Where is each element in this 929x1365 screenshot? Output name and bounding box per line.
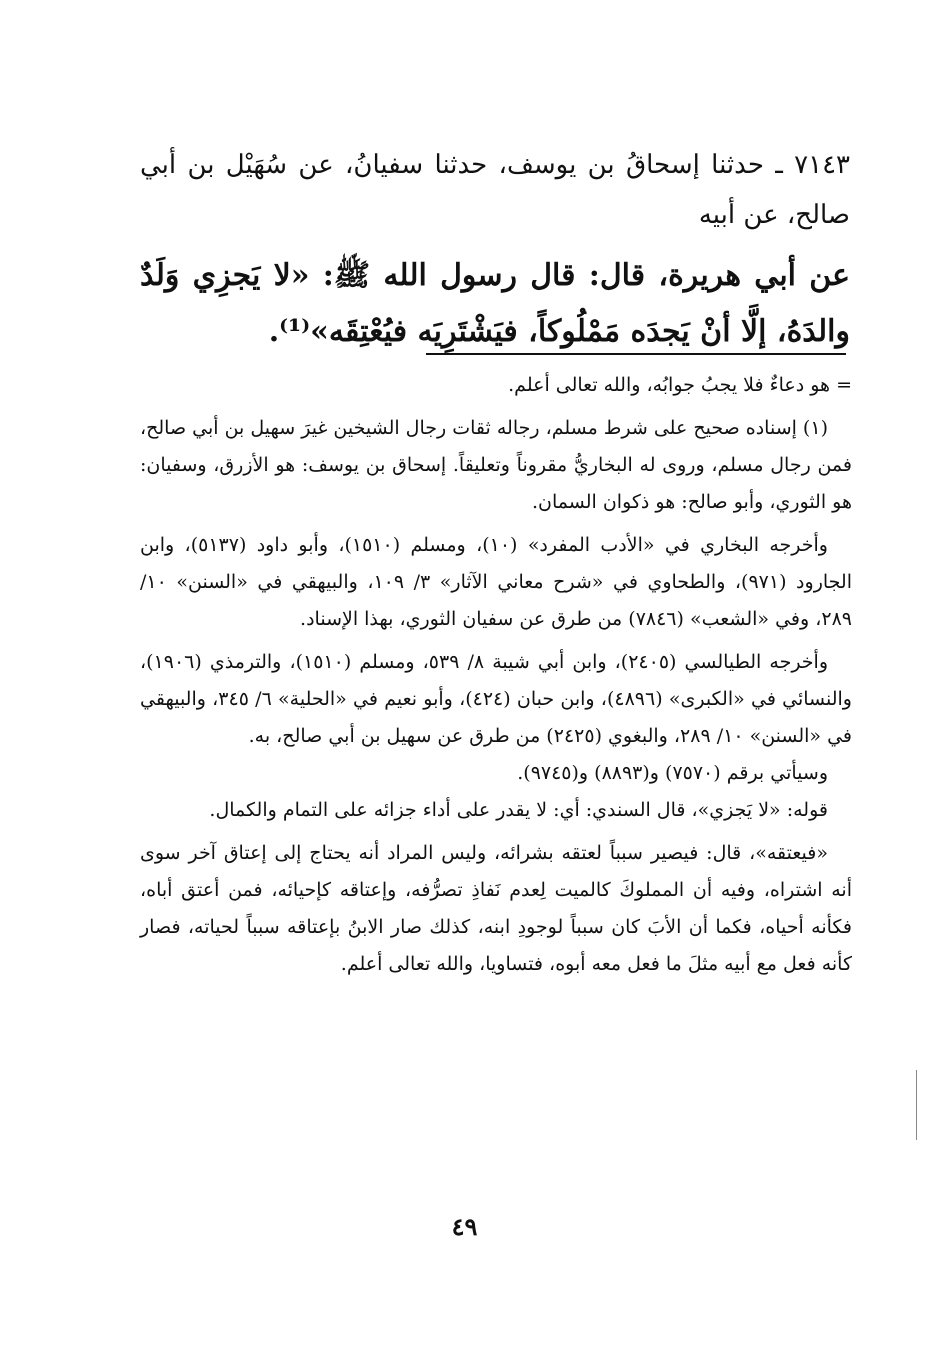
page-number: ٤٩ (451, 1212, 478, 1241)
footnote-paragraph: وأخرجه البخاري في «الأدب المفرد» (١٠)، ومسلم (١٥١٠)، وأبو داود (٥١٣٧)، وابن الجارود (٩٧١)، والطحاوي في «شرح معاني الآثار» ٣/ ١٠٩، والبيهقي في «السنن» ١٠/ ٢٨٩، وفي «الشعب» (٧٨٤٦) من طرق عن سفيان الثوري، بهذا الإسناد. (140, 534, 852, 630)
hadith-matn: عن أبي هريرة، قال: قال رسول الله ﷺ: «لا يَجزِي وَلَدٌ والدَهُ، إلَّا أنْ يَجدَه مَمْلُوكاً، فيَشْتَرِيَه فيُعْتِقَه»⁽¹⁾. (140, 258, 850, 349)
footnote-paragraph: وسيأتي برقم (٧٥٧٠) و(٨٨٩٣) و(٩٧٤٥). (517, 762, 828, 784)
footnote-paragraph: وأخرجه الطيالسي (٢٤٠٥)، وابن أبي شيبة ٨/ ٥٣٩، ومسلم (١٥١٠)، والترمذي (١٩٠٦)، والنسائي في «الكبرى» (٤٨٩٦)، وابن حبان (٤٢٤)، وأبو نعيم في «الحلية» ٦/ ٣٤٥، والبيهقي في «السنن» ١٠/ ٢٨٩، والبغوي (٢٤٢٥) من طرق عن سهيل بن أبي صالح، به. (140, 651, 852, 747)
scan-margin-mark (916, 1070, 917, 1140)
hadith-isnad: ٧١٤٣ ـ حدثنا إسحاقُ بن يوسف، حدثنا سفيانُ، عن سُهَيْل بن أبي صالح، عن أبيه (140, 150, 850, 230)
footnote-paragraph: قوله: «لا يَجزي»، قال السندي: أي: لا يقدر على أداء جزائه على التمام والكمال. (209, 799, 828, 821)
footnotes-section (140, 367, 852, 983)
footnote-continuation: = هو دعاءٌ فلا يجبُ جوابُه، والله تعالى أعلم. (508, 374, 852, 396)
footnote-1: (١) إسناده صحيح على شرط مسلم، رجاله ثقات رجال الشيخين غيرَ سهيل بن أبي صالح، فمن رجال مسلم، وروى له البخاريُّ مقروناً وتعليقاً. إسحاق بن يوسف: هو الأزرق، وسفيان: هو الثوري، وأبو صالح: هو ذكوان السمان. (140, 417, 852, 513)
footnote-paragraph: «فيعتقه»، قال: فيصير سبباً لعتقه بشرائه، وليس المراد أنه يحتاج إلى إعتاق آخر سوى أنه اشتراه، وفيه أن المملوكَ كالميت لِعدم نَفاذِ تصرُّفه، وإعتاقه كإحيائه، فمن أعتق أباه، فكأنه أحياه، فكما أن الأبَ كان سبباً لوجودِ ابنه، كذلك صار الابنُ بإعتاقه سبباً لحياته، فصار كأنه فعل مع أبيه مثلَ ما فعل معه أبوه، فتساويا، والله تعالى أعلم. (140, 842, 852, 975)
hadith-main-text (140, 140, 850, 360)
footnote-divider (426, 353, 846, 355)
